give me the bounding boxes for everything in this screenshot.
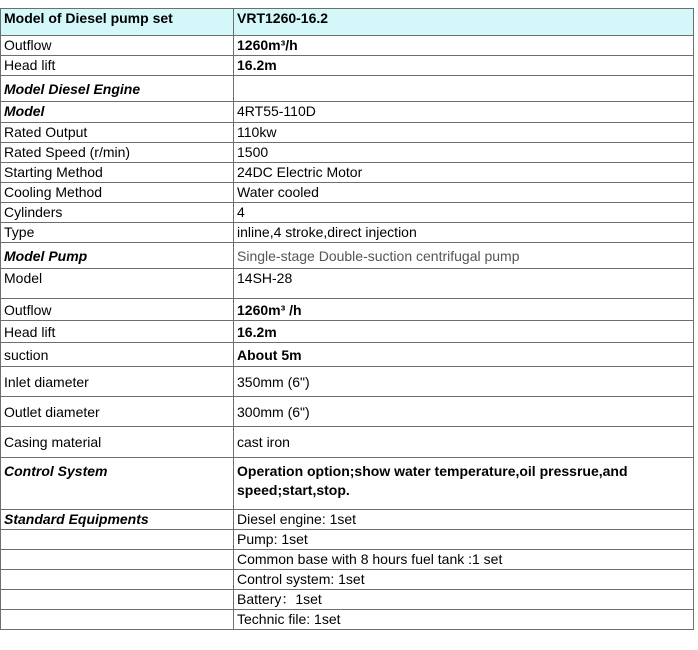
equipment-item: Diesel engine: 1set (234, 510, 694, 530)
section-row-engine (1, 76, 694, 102)
table-row (1, 269, 694, 299)
table-row (1, 321, 694, 343)
row-label: Cylinders (1, 203, 234, 223)
row-value: 300mm (6") (234, 397, 694, 427)
table-row (1, 550, 694, 570)
row-label: Model (1, 102, 234, 123)
table-row (1, 123, 694, 143)
table-row (1, 56, 694, 76)
row-label: Model (1, 269, 234, 299)
row-label: Inlet diameter (1, 367, 234, 397)
row-value: 1260m³ /h (234, 299, 694, 321)
table-row (1, 397, 694, 427)
row-value: About 5m (234, 343, 694, 367)
table-row (1, 343, 694, 367)
table-row (1, 102, 694, 123)
empty-cell (1, 550, 234, 570)
table-row (1, 610, 694, 630)
row-value: 4RT55-110D (234, 102, 694, 123)
table-row (1, 36, 694, 56)
table-row (1, 530, 694, 550)
empty-cell (1, 530, 234, 550)
table-row (1, 203, 694, 223)
equipment-item: Common base with 8 hours fuel tank :1 set (234, 550, 694, 570)
section-row-control (1, 458, 694, 510)
equipment-item: Technic file: 1set (234, 610, 694, 630)
spec-table (0, 8, 694, 630)
table-row (1, 223, 694, 243)
row-value: 16.2m (234, 321, 694, 343)
table-row (1, 570, 694, 590)
section-title-control: Control System (1, 458, 234, 510)
equipment-item: Battery：1set (234, 590, 694, 610)
row-value: 14SH-28 (234, 269, 694, 299)
table-row (1, 183, 694, 203)
row-label: Casing material (1, 427, 234, 458)
row-label: Outflow (1, 36, 234, 56)
row-label: Head lift (1, 321, 234, 343)
table-row (1, 590, 694, 610)
empty-cell (234, 76, 694, 102)
empty-cell (1, 570, 234, 590)
row-label: Head lift (1, 56, 234, 76)
header-label: Model of Diesel pump set (1, 9, 234, 36)
section-row-pump (1, 243, 694, 269)
row-value: cast iron (234, 427, 694, 458)
section-title-engine: Model Diesel Engine (1, 76, 234, 102)
empty-cell (1, 610, 234, 630)
table-row (1, 427, 694, 458)
equipment-item: Control system: 1set (234, 570, 694, 590)
row-value: inline,4 stroke,direct injection (234, 223, 694, 243)
empty-cell (1, 590, 234, 610)
row-label: Rated Output (1, 123, 234, 143)
row-label: Cooling Method (1, 183, 234, 203)
row-label: Type (1, 223, 234, 243)
header-value: VRT1260-16.2 (234, 9, 694, 36)
table-row (1, 510, 694, 530)
row-value: 1500 (234, 143, 694, 163)
row-value: 4 (234, 203, 694, 223)
table-row (1, 143, 694, 163)
section-title-pump: Model Pump (1, 243, 234, 269)
section-title-equipment: Standard Equipments (1, 510, 234, 530)
section-value-pump: Single-stage Double-suction centrifugal pump (234, 243, 694, 269)
table-row (1, 299, 694, 321)
row-value: Water cooled (234, 183, 694, 203)
row-label: Outlet diameter (1, 397, 234, 427)
row-label: Starting Method (1, 163, 234, 183)
table-row (1, 367, 694, 397)
table-row (1, 163, 694, 183)
row-value: 24DC Electric Motor (234, 163, 694, 183)
row-value: 1260m³/h (234, 36, 694, 56)
row-value: 16.2m (234, 56, 694, 76)
row-label: suction (1, 343, 234, 367)
equipment-item: Pump: 1set (234, 530, 694, 550)
header-row (1, 9, 694, 36)
control-value: Operation option;show water temperature,oil pressrue,and speed;start,stop. (234, 458, 694, 510)
row-value: 350mm (6") (234, 367, 694, 397)
row-label: Rated Speed (r/min) (1, 143, 234, 163)
row-label: Outflow (1, 299, 234, 321)
row-value: 110kw (234, 123, 694, 143)
